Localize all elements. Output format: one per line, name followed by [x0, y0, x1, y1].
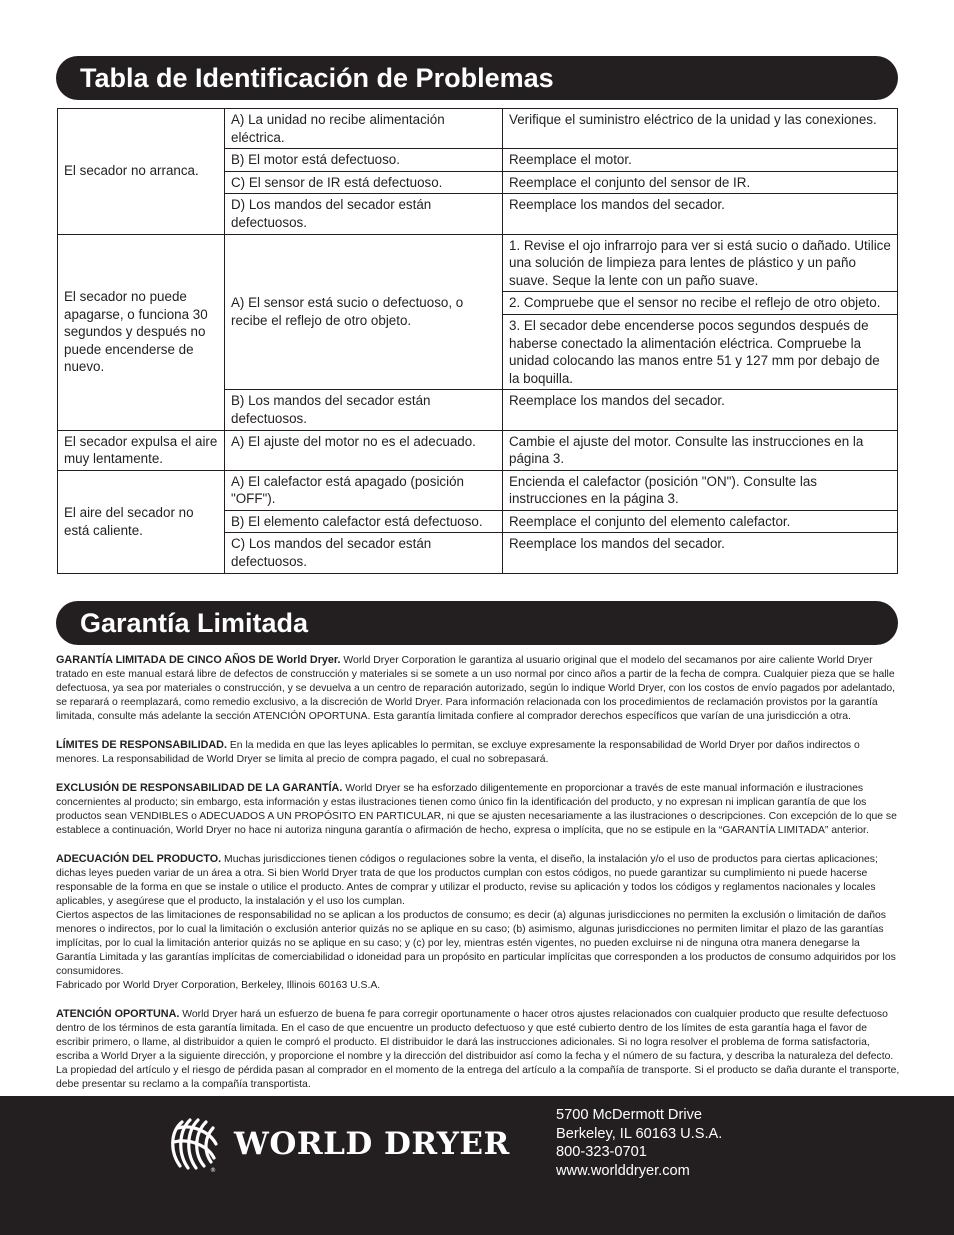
- solution-cell: Cambie el ajuste del motor. Consulte las instrucciones en la página 3.: [503, 430, 898, 470]
- warranty-paragraph: [56, 738, 900, 767]
- cause-cell: A) El calefactor está apagado (posición "OFF").: [225, 470, 503, 510]
- solution-cell: Reemplace el motor.: [503, 149, 898, 172]
- svg-text:®: ®: [210, 1167, 216, 1172]
- solution-cell: 1. Revise el ojo infrarrojo para ver si está sucio o dañado. Utilice una solución de limpieza para lentes de plástico y un paño suave. Seque la lente con un paño suave.: [503, 234, 898, 292]
- solution-cell: Verifique el suministro eléctrico de la unidad y las conexiones.: [503, 109, 898, 149]
- cause-cell: A) El sensor está sucio o defectuoso, o recibe el reflejo de otro objeto.: [225, 234, 503, 390]
- section-body: En la medida en que las leyes aplicables lo permitan, se excluye expresamente la responsabilidad de World Dryer por daños indirectos o menores. La responsabilidad de World Dryer se limita al precio de compra pagado, el cual no sobrepasará.: [56, 740, 860, 765]
- solution-cell: Reemplace el conjunto del sensor de IR.: [503, 171, 898, 194]
- solution-cell: Encienda el calefactor (posición "ON"). Consulte las instrucciones en la página 3.: [503, 470, 898, 510]
- cause-cell: C) El sensor de IR está defectuoso.: [225, 171, 503, 194]
- problem-cell: El secador no puede apagarse, o funciona 30 segundos y después no puede encenderse de nuevo.: [58, 234, 225, 430]
- warranty-text: [56, 653, 900, 1106]
- footer: [0, 1096, 954, 1235]
- cause-cell: B) El elemento calefactor está defectuoso.: [225, 510, 503, 533]
- section-body: World Dryer hará un esfuerzo de buena fe para corregir oportunamente o hacer otros ajustes relacionados con cualquier producto que resulte defectuoso dentro de los términos de esta garantía limitada. En el caso de que encuentre un producto defectuoso y que esté cubierto dentro de los límites de esta garantía haga el favor de escribir primero, o llame, al distribuidor a quien le compró el producto. El distribuidor le dará las instrucciones adicionales. Si no logra resolver el problema de forma satisfactoria, escriba a World Dryer a la siguiente dirección, y proporcione el nombre y la dirección del distribuidor así como la fecha y el número de su factura, y describa la naturaleza del defecto. La propiedad del artículo y el riesgo de pérdida pasan al comprador en el momento de la entrega del artículo a la compañía de transporte. Si el producto se daña durante el transporte, debe presentar su reclamo a la compañía transportista.: [56, 1009, 900, 1090]
- troubleshooting-title: Tabla de Identificación de Problemas: [56, 56, 898, 100]
- solution-cell: 2. Compruebe que el sensor no recibe el reflejo de otro objeto.: [503, 292, 898, 315]
- problem-cell: El secador expulsa el aire muy lentamente.: [58, 430, 225, 470]
- warranty-paragraph: [56, 852, 900, 993]
- problem-cell: El secador no arranca.: [58, 109, 225, 235]
- table-row: [58, 470, 898, 510]
- table-row: [58, 109, 898, 149]
- warranty-paragraph: [56, 653, 900, 724]
- phone-number: 800-323-0701: [556, 1144, 647, 1160]
- cause-cell: A) El ajuste del motor no es el adecuado.: [225, 430, 503, 470]
- solution-cell: Reemplace el conjunto del elemento calefactor.: [503, 510, 898, 533]
- section-heading: LÍMITES DE RESPONSABILIDAD.: [56, 739, 227, 751]
- table-row: [58, 234, 898, 292]
- troubleshooting-table: [57, 108, 898, 574]
- problem-cell: El aire del secador no está caliente.: [58, 470, 225, 573]
- warranty-paragraph: [56, 781, 900, 838]
- cause-cell: D) Los mandos del secador están defectuosos.: [225, 194, 503, 234]
- world-dryer-logo: [166, 1116, 510, 1176]
- cause-cell: B) El motor está defectuoso.: [225, 149, 503, 172]
- solution-cell: Reemplace los mandos del secador.: [503, 533, 898, 573]
- section-body-extra: Ciertos aspectos de las limitaciones de responsabilidad no se aplican a los productos de consumo; es decir (a) algunas jurisdicciones no permiten la exclusión o limitación de daños menores o indirectos, por lo cual la limitación o exclusión anterior quizás no se aplique en su caso; (b) asimismo, algunas jurisdicciones no permiten limitar el plazo de las garantías implícitas, por lo cual la limitación anterior quizás no se aplique en su caso; y (c) por ley, mientras estén vigentes, no pueden excluirse ni de ninguna otra manera denegarse la Garantía Limitada y las garantías implícitas de comerciabilidad o idoneidad para un propósito en particular implícitas que corresponden a los productos de consumo adquiridos por los consumidores.: [56, 910, 896, 977]
- cause-cell: C) Los mandos del secador están defectuosos.: [225, 533, 503, 573]
- solution-cell: Reemplace los mandos del secador.: [503, 390, 898, 430]
- warranty-title: Garantía Limitada: [56, 601, 898, 645]
- address-line: 5700 McDermott Drive: [556, 1107, 702, 1123]
- website-link[interactable]: www.worlddryer.com: [556, 1162, 690, 1179]
- solution-cell: Reemplace los mandos del secador.: [503, 194, 898, 234]
- warranty-paragraph: [56, 1007, 900, 1092]
- address-line: Berkeley, IL 60163 U.S.A.: [556, 1125, 723, 1142]
- logo-wordmark: WORLD DRYER: [234, 1126, 510, 1162]
- section-body: World Dryer se ha esforzado diligentemente en proporcionar a través de este manual información e ilustraciones concernientes al producto; sin embargo, esta información y estas ilustraciones tienen como único fin la identificación del producto, y no expresan ni implican garantía de que los productos sean VENDIBLES o ADECUADOS A UN PROPÓSITO EN PARTICULAR, ni que se ajusten necesariamente a las ilustraciones o descripciones. Con excepción de lo que se establece a continuación, World Dryer no hace ni autoriza ninguna garantía o afirmación de hecho, expresa o implícita, que no se estipule en la “GARANTÍA LIMITADA” anterior.: [56, 783, 897, 836]
- cause-cell: A) La unidad no recibe alimentación eléctrica.: [225, 109, 503, 149]
- section-body: Muchas jurisdicciones tienen códigos o regulaciones sobre la venta, el diseño, la instalación y/o el uso de productos para ciertas aplicaciones; dichas leyes pueden variar de un área a otra. Si bien World Dryer trata de que los productos cumplan con estos códigos, no puede garantizar su cumplimiento ni puede hacerse responsable de la forma en que se instale o utilice el producto. Antes de comprar y utilizar el producto, revise su aplicación y todos los códigos y reglamentos nacionales y locales aplicables, y asegúrese que el producto, la instalación y el uso los cumplan.: [56, 854, 878, 907]
- world-dryer-swirl-logo-icon: [166, 1116, 222, 1172]
- section-body: World Dryer Corporation le garantiza al usuario original que el modelo del secamanos por aire caliente World Dryer tratado en este manual estará libre de defectos de construcción y materiales si se somete a un uso normal por cinco años a partir de la fecha de compra. Cualquier pieza que se halle defectuosa, ya sea por materiales o construcción, y se devuelva a un centro de reparación autorizado, según lo indique World Dryer, con los costos de envío pagados por adelantado, se reparará o reemplazará, como remedio exclusivo, a la discreción de World Dryer. Para información relacionada con los procedimientos de reclamación provistos por la garantía limitada, consulte más adelante la sección ATENCIÓN OPORTUNA. Esta garantía limitada confiere al comprador derechos específicos que varían de una jurisdicción a otra.: [56, 655, 896, 722]
- table-row: [58, 430, 898, 470]
- section-heading: ATENCIÓN OPORTUNA.: [56, 1008, 180, 1020]
- manufacturer-note: Fabricado por World Dryer Corporation, Berkeley, Illinois 60163 U.S.A.: [56, 980, 381, 991]
- section-heading: EXCLUSIÓN DE RESPONSABILIDAD DE LA GARANTÍA.: [56, 782, 343, 794]
- section-heading: ADECUACIÓN DEL PRODUCTO.: [56, 853, 222, 865]
- cause-cell: B) Los mandos del secador están defectuosos.: [225, 390, 503, 430]
- section-heading: GARANTÍA LIMITADA DE CINCO AÑOS DE World Dryer.: [56, 654, 341, 666]
- solution-cell: 3. El secador debe encenderse pocos segundos después de haberse conectado la alimentación eléctrica. Compruebe la unidad colocando las manos entre 51 y 127 mm por debajo de la boquilla.: [503, 314, 898, 389]
- company-address: [556, 1106, 722, 1180]
